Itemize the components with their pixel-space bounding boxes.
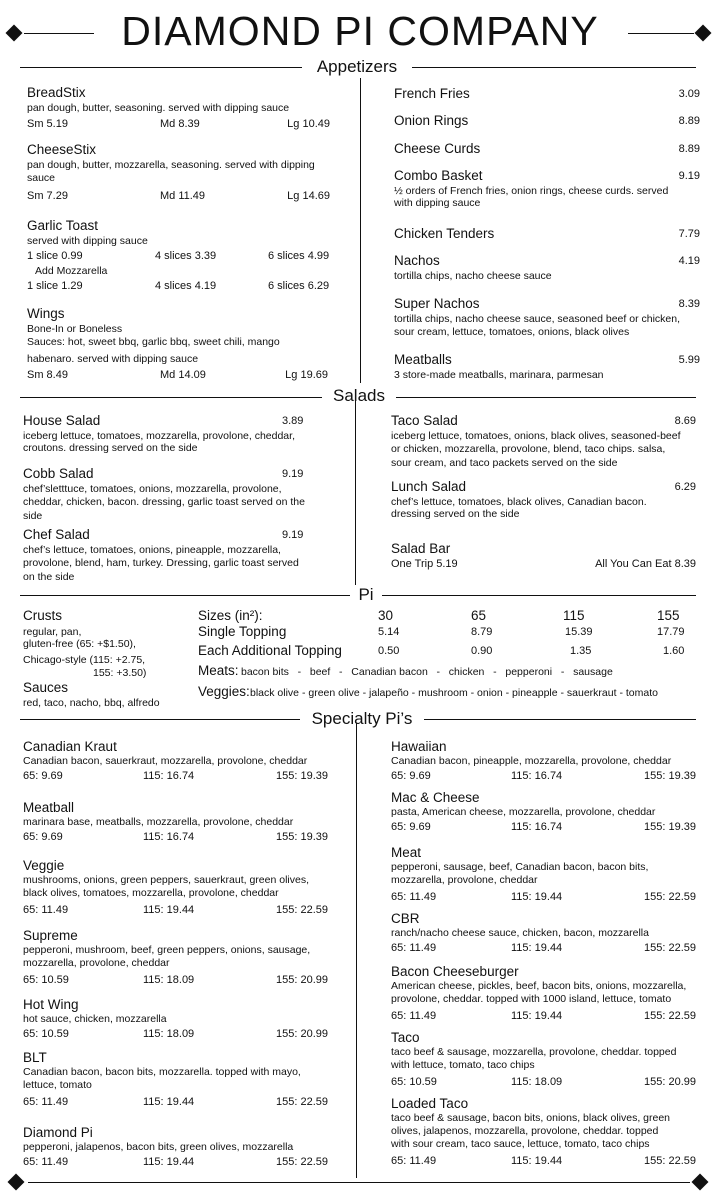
diamond-right-top bbox=[695, 25, 712, 42]
price-155: 155: 22.59 bbox=[644, 942, 696, 954]
price-155: 155: 19.39 bbox=[276, 831, 328, 843]
item-name: Cobb Salad bbox=[23, 466, 94, 481]
item-name: Lunch Salad bbox=[391, 479, 467, 494]
item-price: 8.89 bbox=[678, 115, 700, 127]
item-name: Combo Basket bbox=[394, 168, 483, 183]
footer-rule bbox=[28, 1182, 690, 1183]
item-desc: marinara base, meatballs, mozzarella, provolone, cheddar bbox=[23, 816, 294, 828]
item-name: Wings bbox=[27, 306, 65, 321]
price-155: 155: 22.59 bbox=[644, 1155, 696, 1167]
item-name: BLT bbox=[23, 1050, 47, 1065]
price-65: 65: 11.49 bbox=[391, 891, 437, 903]
price-md: Md 11.49 bbox=[160, 190, 206, 202]
add-price-30: 0.50 bbox=[378, 645, 400, 657]
price-155: 155: 20.99 bbox=[276, 974, 328, 986]
salads-divider bbox=[355, 400, 356, 585]
item-name: House Salad bbox=[23, 413, 101, 428]
item-name: CBR bbox=[391, 911, 420, 926]
price-155: 155: 19.39 bbox=[644, 821, 696, 833]
price-6-slices-mozz: 6 slices 6.29 bbox=[268, 280, 330, 292]
price-155: 155: 20.99 bbox=[644, 1076, 696, 1088]
add-mozzarella: Add Mozzarella bbox=[35, 265, 108, 277]
item-desc: pan dough, butter, seasoning. served with dipping sauce bbox=[27, 102, 290, 114]
price-one-trip: One Trip 5.19 bbox=[391, 558, 458, 570]
item-name: Chicken Tenders bbox=[394, 226, 495, 241]
price-115: 115: 19.44 bbox=[143, 1156, 195, 1168]
price-md: Md 8.39 bbox=[160, 118, 200, 130]
item-desc: side bbox=[23, 510, 43, 522]
price-65: 65: 10.59 bbox=[391, 1076, 437, 1088]
meats-list: bacon bits - beef - Canadian bacon - chicken - pepperoni - sausage bbox=[241, 666, 613, 678]
item-desc: pepperoni, sausage, beef, Canadian bacon, bacon bits, bbox=[391, 861, 649, 873]
sizes-heading: Sizes (in²): bbox=[198, 608, 263, 623]
item-desc: pasta, American cheese, mozzarella, provolone, cheddar bbox=[391, 806, 656, 818]
price-65: 65: 10.59 bbox=[23, 974, 69, 986]
item-desc: taco beef & sausage, mozzarella, provolone, cheddar. topped bbox=[391, 1046, 677, 1058]
item-price: 5.99 bbox=[678, 354, 700, 366]
specialty-rule-right bbox=[424, 719, 696, 720]
add-price-155: 1.60 bbox=[663, 645, 685, 657]
item-desc: taco beef & sausage, bacon bits, onions, black olives, green bbox=[391, 1112, 671, 1124]
price-sm: Sm 7.29 bbox=[27, 190, 68, 202]
header-rule-right bbox=[628, 33, 694, 34]
single-price-155: 17.79 bbox=[657, 626, 685, 638]
price-65: 65: 9.69 bbox=[391, 821, 431, 833]
size-155: 155 bbox=[657, 608, 680, 623]
item-name: Garlic Toast bbox=[27, 218, 99, 233]
item-desc: Canadian bacon, bacon bits, mozzarella. topped with mayo, bbox=[23, 1066, 301, 1078]
item-name: Salad Bar bbox=[391, 541, 451, 556]
diamond-left-top bbox=[6, 25, 23, 42]
salads-rule-left bbox=[20, 397, 322, 398]
price-4-slices: 4 slices 3.39 bbox=[155, 250, 217, 262]
price-115: 115: 16.74 bbox=[143, 770, 195, 782]
item-desc: pepperoni, jalapenos, bacon bits, green olives, mozzarella bbox=[23, 1141, 294, 1153]
item-name: Hot Wing bbox=[23, 997, 79, 1012]
price-lg: Lg 19.69 bbox=[285, 369, 328, 381]
item-desc: chef’s lettuce, tomatoes, black olives, Canadian bacon. bbox=[391, 496, 647, 508]
sauces-desc: red, taco, nacho, bbq, alfredo bbox=[23, 697, 160, 709]
price-65: 65: 9.69 bbox=[391, 770, 431, 782]
item-desc: mozzarella, provolone, cheddar bbox=[391, 874, 538, 886]
item-name: Canadian Kraut bbox=[23, 739, 117, 754]
price-115: 115: 19.44 bbox=[511, 942, 563, 954]
price-lg: Lg 14.69 bbox=[287, 190, 330, 202]
price-65: 65: 11.49 bbox=[391, 942, 437, 954]
appetizers-rule-left bbox=[20, 67, 302, 68]
price-115: 115: 16.74 bbox=[511, 821, 563, 833]
item-price: 3.09 bbox=[678, 88, 700, 100]
item-desc: olives, jalapenos, mozzarella, provolone, cheddar. topped bbox=[391, 1125, 659, 1137]
price-6-slices: 6 slices 4.99 bbox=[268, 250, 330, 262]
crusts-desc: Chicago-style (115: +2.75, bbox=[23, 654, 146, 666]
specialty-divider bbox=[356, 723, 357, 1178]
item-desc: iceberg lettuce, tomatoes, mozzarella, provolone, cheddar, bbox=[23, 430, 295, 442]
specialty-rule-left bbox=[20, 719, 300, 720]
item-name: Chef Salad bbox=[23, 527, 90, 542]
section-pi: Pi bbox=[358, 585, 374, 604]
price-65: 65: 9.69 bbox=[23, 831, 63, 843]
price-all-you-can-eat: All You Can Eat 8.39 bbox=[595, 558, 696, 570]
item-price: 9.19 bbox=[678, 170, 700, 182]
item-price: 6.29 bbox=[674, 481, 696, 493]
price-65: 65: 11.49 bbox=[23, 1096, 69, 1108]
price-65: 65: 11.49 bbox=[391, 1010, 437, 1022]
diamond-right-bottom bbox=[692, 1174, 709, 1191]
price-lg: Lg 10.49 bbox=[287, 118, 330, 130]
item-desc: Sauces: hot, sweet bbq, garlic bbq, sweet chili, mango bbox=[27, 336, 280, 348]
crusts-heading: Crusts bbox=[23, 608, 63, 623]
add-price-65: 0.90 bbox=[471, 645, 493, 657]
item-desc: sour cream, and taco packets served on the side bbox=[391, 457, 618, 469]
item-desc: chef’sletttuce, tomatoes, onions, mozzarella, provolone, bbox=[23, 483, 282, 495]
price-4-slices-mozz: 4 slices 4.19 bbox=[155, 280, 217, 292]
item-price: 3.89 bbox=[282, 415, 304, 427]
single-price-65: 8.79 bbox=[471, 626, 493, 638]
price-115: 115: 18.09 bbox=[143, 974, 195, 986]
item-desc: American cheese, pickles, beef, bacon bits, onions, mozzarella, bbox=[391, 980, 687, 992]
price-1-slice-mozz: 1 slice 1.29 bbox=[27, 280, 83, 292]
section-appetizers: Appetizers bbox=[316, 57, 398, 76]
item-desc: provolone, cheddar. topped with 1000 island, lettuce, tomato bbox=[391, 993, 672, 1005]
item-desc: habenaro. served with dipping sauce bbox=[27, 353, 199, 365]
price-115: 115: 19.44 bbox=[511, 891, 563, 903]
item-desc: tortilla chips, nacho cheese sauce bbox=[394, 270, 552, 282]
item-desc: hot sauce, chicken, mozzarella bbox=[23, 1013, 167, 1025]
item-desc: mozzarella, provolone, cheddar bbox=[23, 957, 170, 969]
veggies-list: black olive - green olive - jalapeño - mushroom - onion - pineapple - sauerkraut - tomato bbox=[250, 687, 658, 699]
item-name: Taco bbox=[391, 1030, 420, 1045]
item-name: Loaded Taco bbox=[391, 1096, 469, 1111]
item-desc: provolone, blend, ham, turkey. Dressing, garlic toast served bbox=[23, 557, 299, 569]
price-65: 65: 9.69 bbox=[23, 770, 63, 782]
section-salads: Salads bbox=[333, 386, 385, 405]
crusts-desc: 155: +3.50) bbox=[93, 667, 147, 679]
diamond-left-bottom bbox=[8, 1174, 25, 1191]
price-1-slice: 1 slice 0.99 bbox=[27, 250, 83, 262]
price-sm: Sm 8.49 bbox=[27, 369, 68, 381]
price-md: Md 14.09 bbox=[160, 369, 206, 381]
item-desc: dressing served on the side bbox=[391, 508, 520, 520]
item-price: 4.19 bbox=[678, 255, 700, 267]
item-name: Onion Rings bbox=[394, 113, 469, 128]
item-desc: Bone-In or Boneless bbox=[27, 323, 123, 335]
page-title: DIAMOND PI COMPANY bbox=[121, 8, 599, 54]
single-price-115: 15.39 bbox=[565, 626, 593, 638]
crusts-desc: gluten-free (65: +$1.50), bbox=[23, 638, 136, 650]
single-topping-label: Single Topping bbox=[198, 624, 287, 639]
price-115: 115: 18.09 bbox=[511, 1076, 563, 1088]
price-155: 155: 22.59 bbox=[644, 1010, 696, 1022]
size-65: 65 bbox=[471, 608, 487, 623]
item-desc: croutons. dressing served on the side bbox=[23, 442, 198, 454]
price-155: 155: 22.59 bbox=[276, 1096, 328, 1108]
item-name: Nachos bbox=[394, 253, 440, 268]
price-155: 155: 19.39 bbox=[276, 770, 328, 782]
item-name: Meat bbox=[391, 845, 422, 860]
item-name: Meatballs bbox=[394, 352, 452, 367]
item-desc: tortilla chips, nacho cheese sauce, seasoned beef or chicken, bbox=[394, 313, 681, 325]
crusts-desc: regular, pan, bbox=[23, 626, 82, 638]
price-65: 65: 11.49 bbox=[23, 1156, 69, 1168]
price-155: 155: 22.59 bbox=[276, 904, 328, 916]
item-name: Diamond Pi bbox=[23, 1125, 93, 1140]
item-name: BreadStix bbox=[27, 85, 86, 100]
item-desc: black olives, tomatoes, mozzarella, provolone, cheddar bbox=[23, 887, 279, 899]
price-115: 115: 18.09 bbox=[143, 1028, 195, 1040]
item-price: 7.79 bbox=[678, 228, 700, 240]
item-name: CheeseStix bbox=[27, 142, 97, 157]
item-name: French Fries bbox=[394, 86, 470, 101]
item-desc: served with dipping sauce bbox=[27, 235, 148, 247]
item-desc: lettuce, tomato bbox=[23, 1079, 92, 1091]
item-desc: cheddar, chicken, bacon. dressing, garlic toast served on the bbox=[23, 496, 305, 508]
meats-label: Meats: bbox=[198, 663, 239, 678]
price-115: 115: 19.44 bbox=[511, 1155, 563, 1167]
item-name: Taco Salad bbox=[391, 413, 458, 428]
price-155: 155: 19.39 bbox=[644, 770, 696, 782]
item-desc: iceberg lettuce, tomatoes, onions, black olives, seasoned-beef bbox=[391, 430, 681, 442]
item-desc: mushrooms, onions, green peppers, sauerkraut, green olives, bbox=[23, 874, 309, 886]
item-desc: sour cream, lettuce, tomatoes, onions, black olives bbox=[394, 326, 630, 338]
item-desc: with dipping sauce bbox=[394, 197, 481, 209]
section-specialty: Specialty Pi’s bbox=[311, 709, 413, 728]
item-name: Meatball bbox=[23, 800, 75, 815]
item-desc: chef’s lettuce, tomatoes, onions, pineapple, mozzarella, bbox=[23, 544, 281, 556]
item-name: Supreme bbox=[23, 928, 78, 943]
appetizers-divider bbox=[360, 78, 361, 383]
item-desc: ranch/nacho cheese sauce, chicken, bacon, mozzarella bbox=[391, 927, 649, 939]
sauces-heading: Sauces bbox=[23, 680, 69, 695]
item-name: Bacon Cheeseburger bbox=[391, 964, 519, 979]
additional-topping-label: Each Additional Topping bbox=[198, 643, 342, 658]
item-desc: pan dough, butter, mozzarella, seasoning. served with dipping bbox=[27, 159, 315, 171]
item-desc: sauce bbox=[27, 172, 56, 184]
price-65: 65: 11.49 bbox=[391, 1155, 437, 1167]
item-name: Mac & Cheese bbox=[391, 790, 480, 805]
item-desc: Canadian bacon, sauerkraut, mozzarella, provolone, cheddar bbox=[23, 755, 308, 767]
item-price: 8.69 bbox=[674, 415, 696, 427]
salads-rule-right bbox=[396, 397, 696, 398]
item-price: 8.89 bbox=[678, 143, 700, 155]
price-sm: Sm 5.19 bbox=[27, 118, 68, 130]
price-65: 65: 11.49 bbox=[23, 904, 69, 916]
item-desc: or chicken, mozzarella, provolone, blend, taco chips. salsa, bbox=[391, 443, 666, 455]
price-65: 65: 10.59 bbox=[23, 1028, 69, 1040]
item-price: 9.19 bbox=[282, 529, 304, 541]
item-price: 9.19 bbox=[282, 468, 304, 480]
item-desc: ½ orders of French fries, onion rings, cheese curds. served bbox=[394, 185, 669, 197]
item-desc: Canadian bacon, pineapple, mozzarella, provolone, cheddar bbox=[391, 755, 672, 767]
add-price-115: 1.35 bbox=[570, 645, 592, 657]
veggies-label: Veggies: bbox=[198, 684, 250, 699]
size-30: 30 bbox=[378, 608, 394, 623]
single-price-30: 5.14 bbox=[378, 626, 400, 638]
item-desc: with sour cream, taco sauce, lettuce, tomato, taco chips bbox=[391, 1138, 650, 1150]
item-price: 8.39 bbox=[678, 298, 700, 310]
item-desc: pepperoni, mushroom, beef, green peppers, onions, sausage, bbox=[23, 944, 311, 956]
item-name: Cheese Curds bbox=[394, 141, 481, 156]
item-name: Super Nachos bbox=[394, 296, 480, 311]
pi-rule-left bbox=[20, 595, 350, 596]
item-desc: on the side bbox=[23, 571, 75, 583]
item-name: Hawaiian bbox=[391, 739, 447, 754]
price-155: 155: 20.99 bbox=[276, 1028, 328, 1040]
item-desc: with lettuce, tomato, taco chips bbox=[391, 1059, 535, 1071]
item-name: Veggie bbox=[23, 858, 65, 873]
price-115: 115: 16.74 bbox=[511, 770, 563, 782]
price-115: 115: 19.44 bbox=[143, 1096, 195, 1108]
item-desc: 3 store-made meatballs, marinara, parmesan bbox=[394, 369, 604, 381]
appetizers-rule-right bbox=[412, 67, 696, 68]
price-115: 115: 19.44 bbox=[143, 904, 195, 916]
price-155: 155: 22.59 bbox=[276, 1156, 328, 1168]
price-115: 115: 19.44 bbox=[511, 1010, 563, 1022]
price-115: 115: 16.74 bbox=[143, 831, 195, 843]
price-155: 155: 22.59 bbox=[644, 891, 696, 903]
pi-rule-right bbox=[382, 595, 696, 596]
size-115: 115 bbox=[563, 608, 585, 623]
